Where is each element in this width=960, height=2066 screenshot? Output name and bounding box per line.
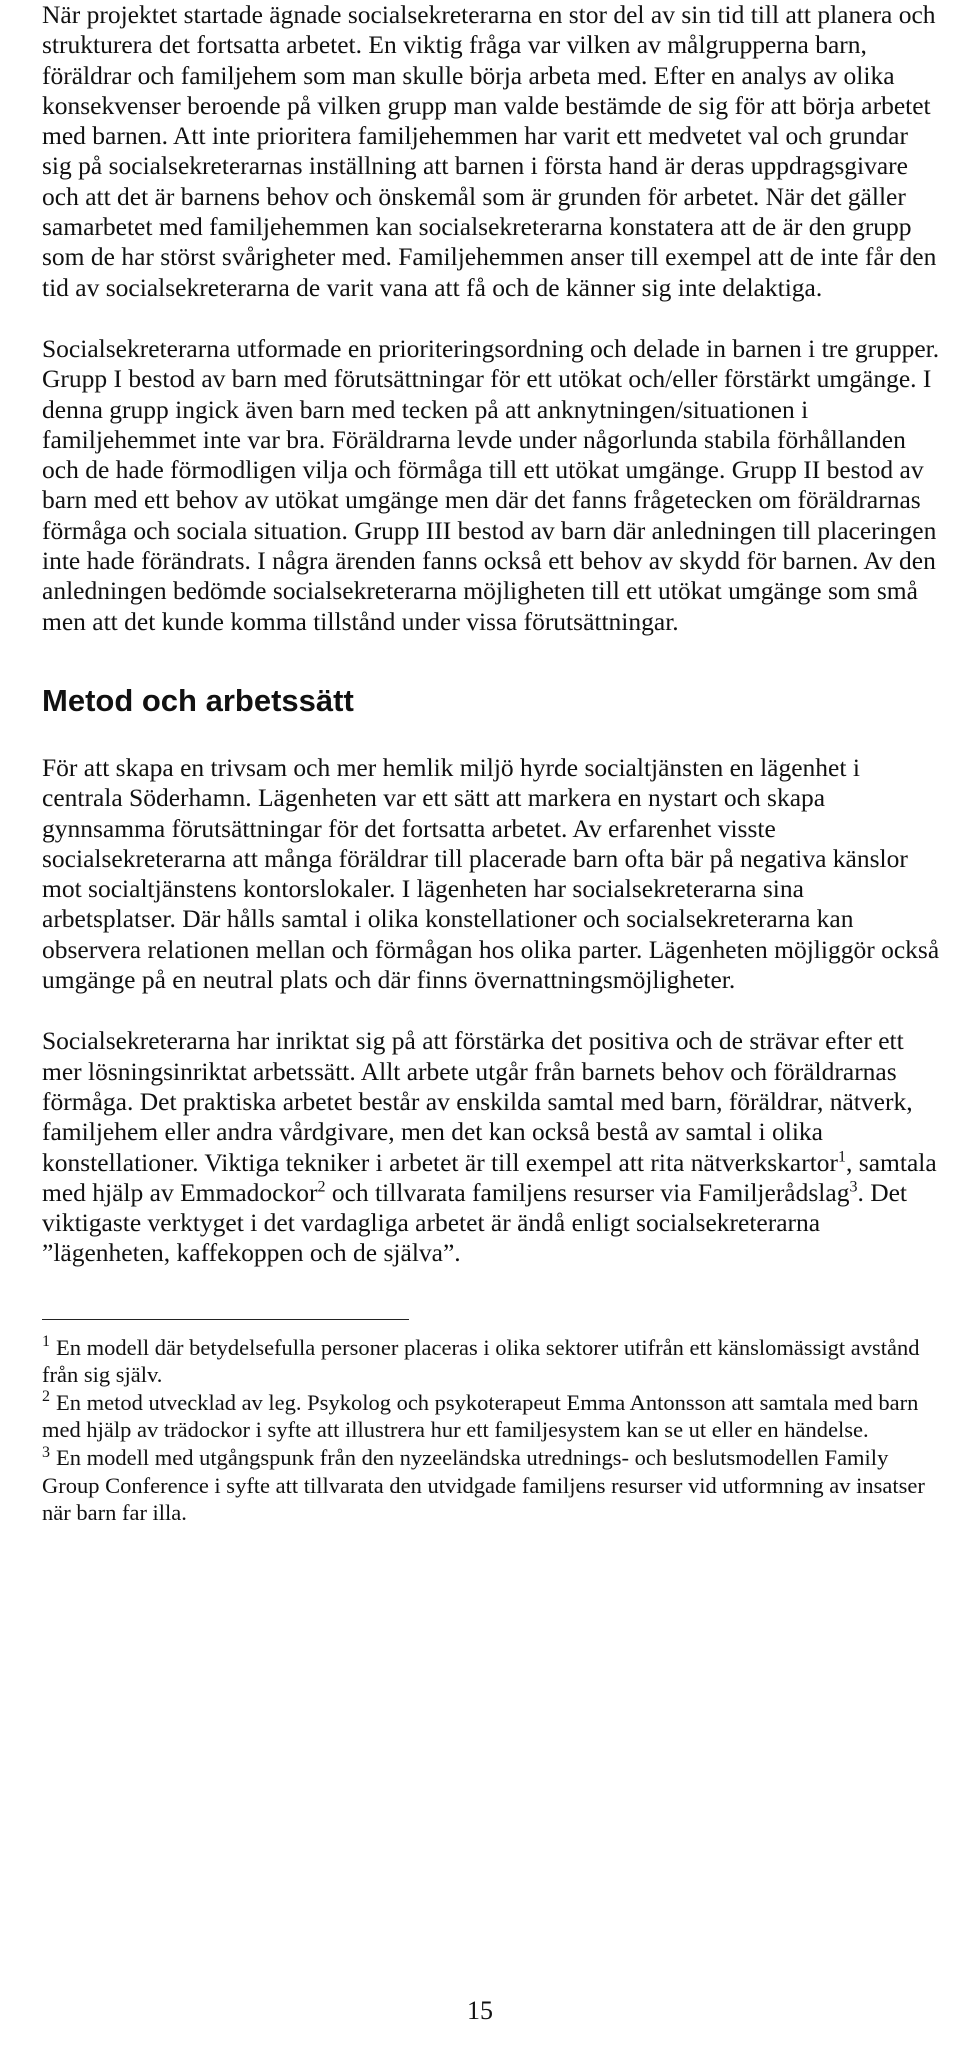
section-heading: Metod och arbetssätt	[42, 682, 354, 718]
page-number: 15	[467, 1996, 493, 2025]
footnote-separator	[42, 1319, 409, 1320]
footnote-1	[42, 1334, 942, 1389]
footnote-text-3: En modell med utgångspunk från den nyzeeländska utrednings- och beslutsmodellen Family Group Conference i syfte att tillvarata den utvidgade familjens resurser vid utformning av insatser när barn far illa.	[42, 1445, 925, 1526]
paragraph-4-text-a: Socialsekreterarna har inriktat sig på att förstärka det positiva och de strävar efter ett mer lösningsinriktat arbetssätt. Allt arbete utgår från barnets behov och föräldrarnas förmåga. Det praktiska arbetet består av enskilda samtal med barn, föräldrar, nätverk, familjehem eller andra vårdgivare, men det kan också bestå av samtal i olika konstellationer. Viktiga tekniker i arbetet är till exempel att rita nätverkskartor	[42, 1026, 913, 1177]
footnote-number-1: 1	[42, 1333, 50, 1351]
footnote-text-2: En metod utvecklad av leg. Psykolog och psykoterapeut Emma Antonsson att samtala med barn med hjälp av trädockor i syfte att illustrera hur ett familjesystem kan se ut eller en händelse.	[42, 1389, 919, 1443]
footnote-ref-1: 1	[838, 1148, 847, 1165]
footnote-text-1: En modell där betydelsefulla personer placeras i olika sektorer utifrån ett känslomässigt avstånd från sig själv.	[42, 1334, 920, 1388]
footnote-number-3: 3	[42, 1443, 50, 1461]
body-paragraph-2: Socialsekreterarna utformade en prioriteringsordning och delade in barnen i tre grupper. Grupp I bestod av barn med förutsättningar för ett utökat och/eller förstärkt umgänge. I denna grupp ingick även barn med tecken på att anknytningen/situationen i familjehemmet inte var bra. Föräldrarna levde under någorlunda stabila förhållanden och de hade förmodligen vilja och förmåga till ett utökat umgänge. Grupp II bestod av barn med ett behov av utökat umgänge men där det fanns frågetecken om föräldrarnas förmåga och sociala situation. Grupp III bestod av barn där anledningen till placeringen inte hade förändrats. I några ärenden fanns också ett behov av skydd för barnen. Av den anledningen bedömde socialsekreterarna möjligheten till ett utökat umgänge som små men att det kunde komma tillstånd under vissa förutsättningar.	[42, 333, 940, 636]
body-paragraph-4	[42, 1026, 942, 1268]
footnotes	[42, 1334, 942, 1527]
paragraph-4-text-b: , samtala med hjälp av Emmadockor	[42, 1147, 937, 1207]
footnote-number-2: 2	[42, 1388, 50, 1406]
paragraph-4-text-d: . Det viktigaste verktyget i det vardagliga arbetet är ändå enligt socialsekreterarna ”lägenheten, kaffekoppen och de själva”.	[42, 1177, 908, 1268]
footnote-ref-3: 3	[849, 1178, 858, 1196]
footnote-3	[42, 1444, 942, 1527]
body-paragraph-1: När projektet startade ägnade socialsekreterarna en stor del av sin tid till att planera och strukturera det fortsatta arbetet. En viktig fråga var vilken av målgrupperna barn, föräldrar och familjehem som man skulle börja arbeta med. Efter en analys av olika konsekvenser beroende på vilken grupp man valde bestämde de sig för att börja arbetet med barnen. Att inte prioritera familjehemmen har varit ett medvetet val och grundar sig på socialsekreterarnas inställning att barnen i första hand är deras uppdragsgivare och att det är barnens behov och önskemål som är grunden för arbetet. När det gäller samarbetet med familjehemmen kan socialsekreterarna konstatera att de är den grupp som de har störst svårigheter med. Familjehemmen anser till exempel att de inte får den tid av socialsekreterarna de varit vana att få och de känner sig inte delaktiga.	[42, 0, 937, 302]
body-paragraph-3: För att skapa en trivsam och mer hemlik miljö hyrde socialtjänsten en lägenhet i centrala Söderhamn. Lägenheten var ett sätt att markera en nystart och skapa gynnsamma förutsättningar för det fortsatta arbetet. Av erfarenhet visste socialsekreterarna att många föräldrar till placerade barn ofta bär på negativa känslor mot socialtjänstens kontorslokaler. I lägenheten har socialsekreterarna sina arbetsplatser. Där hålls samtal i olika konstellationer och socialsekreterarna kan observera relationen mellan och förmågan hos olika parter. Lägenheten möjliggör också umgänge på en neutral plats och där finns övernattningsmöjligheter.	[42, 752, 940, 995]
footnote-ref-2: 2	[317, 1178, 326, 1196]
paragraph-4-text-c: och tillvarata familjens resurser via Familjerådslag	[325, 1177, 850, 1207]
footnote-2	[42, 1389, 942, 1444]
document-page	[42, 0, 942, 1527]
